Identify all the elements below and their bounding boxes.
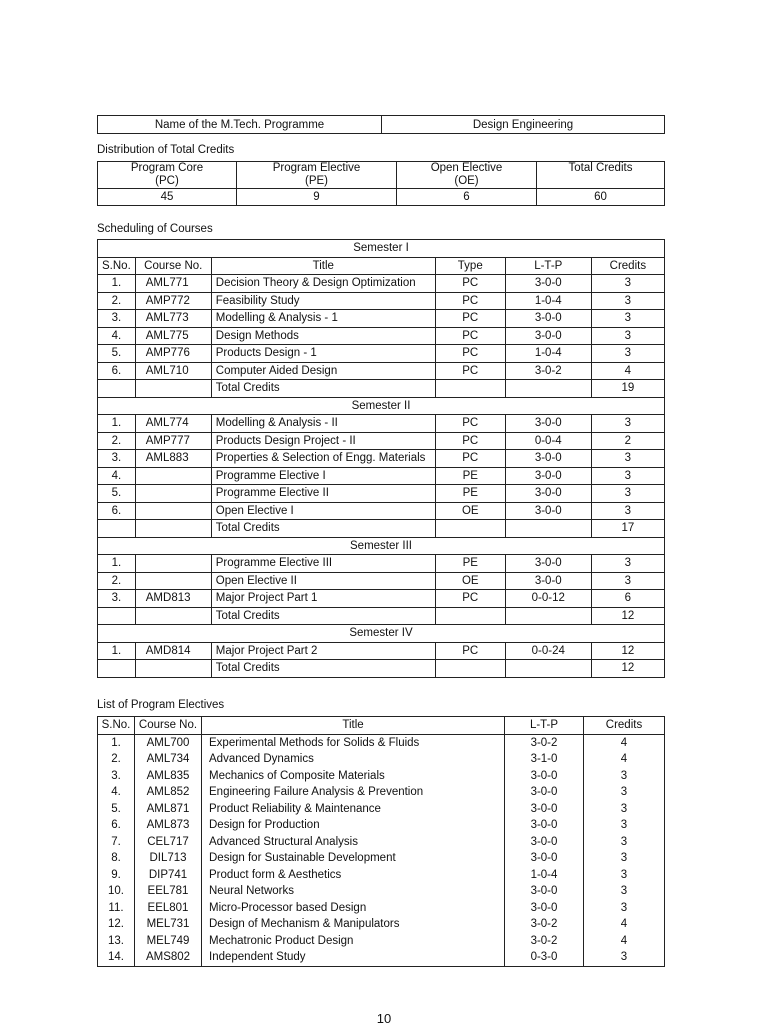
- empty-cell: [135, 660, 211, 678]
- table-cell: AMD814: [135, 642, 211, 660]
- table-row: [98, 572, 665, 590]
- table-cell: Open Elective I: [211, 502, 435, 520]
- table-cell: 3-0-0: [505, 502, 591, 520]
- table-cell: 3: [591, 275, 664, 293]
- empty-cell: [505, 380, 591, 398]
- table-row: [98, 275, 665, 293]
- table-cell: 3-0-0: [505, 485, 591, 503]
- programme-table: [97, 115, 665, 134]
- table-cell: AMD813: [135, 590, 211, 608]
- table-row: [98, 751, 665, 768]
- electives-title: List of Program Electives: [97, 699, 225, 711]
- table-row: [98, 415, 665, 433]
- table-cell: 3: [591, 415, 664, 433]
- table-cell: MEL749: [135, 933, 202, 950]
- table-cell: Programme Elective II: [211, 485, 435, 503]
- table-cell: AML710: [135, 362, 211, 380]
- table-cell: Design Methods: [211, 327, 435, 345]
- table-cell: 3-0-0: [505, 572, 591, 590]
- table-row: [98, 817, 665, 834]
- table-cell: PC: [435, 590, 505, 608]
- table-cell: PC: [435, 642, 505, 660]
- column-header: L-T-P: [505, 717, 584, 735]
- table-row: [98, 362, 665, 380]
- column-header: Course No.: [135, 717, 202, 735]
- table-cell: 1-0-4: [505, 867, 584, 884]
- table-cell: 4: [584, 734, 665, 751]
- table-cell: 4: [584, 933, 665, 950]
- table-cell: [135, 572, 211, 590]
- table-cell: 4: [591, 362, 664, 380]
- table-cell: Independent Study: [202, 949, 505, 966]
- table-row: [98, 292, 665, 310]
- table-row: [98, 900, 665, 917]
- table-cell: PC: [435, 432, 505, 450]
- table-cell: 2.: [98, 751, 135, 768]
- table-cell: 6.: [98, 362, 136, 380]
- table-cell: 2.: [98, 572, 136, 590]
- table-cell: PC: [435, 345, 505, 363]
- table-row: [98, 949, 665, 966]
- total-label: Total Credits: [211, 607, 435, 625]
- table-cell: 3-0-0: [505, 834, 584, 851]
- table-cell: 0-0-24: [505, 642, 591, 660]
- table-row: [98, 734, 665, 751]
- total-row: [98, 380, 665, 398]
- empty-cell: [505, 607, 591, 625]
- table-row: [98, 933, 665, 950]
- table-row: [98, 345, 665, 363]
- programme-label: Name of the M.Tech. Programme: [98, 116, 382, 134]
- semester-title: Semester IV: [98, 625, 665, 643]
- table-cell: 5.: [98, 485, 136, 503]
- table-row: [98, 467, 665, 485]
- header-line: Open Elective: [430, 162, 503, 174]
- table-cell: Computer Aided Design: [211, 362, 435, 380]
- table-cell: Programme Elective III: [211, 555, 435, 573]
- table-cell: Product form & Aesthetics: [202, 867, 505, 884]
- total-row: [98, 607, 665, 625]
- table-cell: Feasibility Study: [211, 292, 435, 310]
- table-cell: Advanced Dynamics: [202, 751, 505, 768]
- table-row: [98, 642, 665, 660]
- table-cell: 3-0-2: [505, 362, 591, 380]
- table-cell: Design for Sustainable Development: [202, 850, 505, 867]
- table-cell: 3.: [98, 590, 136, 608]
- table-cell: PC: [435, 415, 505, 433]
- credits-distribution-table: [97, 161, 665, 206]
- table-cell: Design of Mechanism & Manipulators: [202, 916, 505, 933]
- table-cell: PE: [435, 467, 505, 485]
- column-header: L-T-P: [505, 257, 591, 275]
- column-header: Credits: [591, 257, 664, 275]
- table-row: [98, 801, 665, 818]
- table-cell: Modelling & Analysis - II: [211, 415, 435, 433]
- header-line: (OE): [454, 175, 479, 187]
- header-line: (PC): [155, 175, 179, 187]
- total-row: [98, 660, 665, 678]
- empty-cell: [435, 520, 505, 538]
- empty-cell: [435, 660, 505, 678]
- table-cell: 3-0-0: [505, 784, 584, 801]
- table-cell: 3: [591, 450, 664, 468]
- table-cell: Mechanics of Composite Materials: [202, 768, 505, 785]
- column-header: Type: [435, 257, 505, 275]
- empty-cell: [135, 520, 211, 538]
- table-cell: Advanced Structural Analysis: [202, 834, 505, 851]
- table-cell: 3-1-0: [505, 751, 584, 768]
- empty-cell: [435, 607, 505, 625]
- table-cell: AML873: [135, 817, 202, 834]
- empty-cell: [505, 520, 591, 538]
- table-cell: PC: [435, 310, 505, 328]
- table-row: [98, 327, 665, 345]
- table-cell: 3: [584, 784, 665, 801]
- table-cell: 3: [591, 467, 664, 485]
- distribution-title: Distribution of Total Credits: [97, 144, 235, 156]
- empty-cell: [135, 607, 211, 625]
- table-cell: PC: [435, 275, 505, 293]
- table-cell: 8.: [98, 850, 135, 867]
- table-cell: 3: [584, 949, 665, 966]
- table-cell: 2.: [98, 292, 136, 310]
- table-row: [98, 883, 665, 900]
- empty-cell: [135, 380, 211, 398]
- empty-cell: [98, 380, 136, 398]
- table-cell: AML773: [135, 310, 211, 328]
- credits-header-total: [537, 162, 665, 189]
- table-row: [98, 768, 665, 785]
- semester-header-row: [98, 397, 665, 415]
- table-row: [98, 502, 665, 520]
- semester-title: Semester I: [98, 240, 665, 258]
- table-row: [98, 834, 665, 851]
- table-cell: [135, 502, 211, 520]
- table-cell: 3: [591, 345, 664, 363]
- table-cell: AML835: [135, 768, 202, 785]
- table-cell: 3-0-0: [505, 801, 584, 818]
- table-cell: AMP772: [135, 292, 211, 310]
- total-value: 12: [591, 607, 664, 625]
- table-cell: AMS802: [135, 949, 202, 966]
- table-cell: CEL717: [135, 834, 202, 851]
- table-cell: 4.: [98, 467, 136, 485]
- table-cell: Product Reliability & Maintenance: [202, 801, 505, 818]
- table-cell: 3-0-0: [505, 467, 591, 485]
- header-line: Program Elective: [272, 162, 361, 174]
- header-line: (PE): [305, 175, 328, 187]
- table-cell: Properties & Selection of Engg. Materials: [211, 450, 435, 468]
- table-cell: 1.: [98, 555, 136, 573]
- table-cell: EEL801: [135, 900, 202, 917]
- table-cell: 3: [584, 883, 665, 900]
- table-cell: Engineering Failure Analysis & Prevention: [202, 784, 505, 801]
- empty-cell: [435, 380, 505, 398]
- credits-value-oe: 6: [397, 189, 537, 206]
- table-cell: 3-0-0: [505, 817, 584, 834]
- table-cell: 3-0-0: [505, 275, 591, 293]
- table-cell: AML700: [135, 734, 202, 751]
- table-cell: 3.: [98, 450, 136, 468]
- table-cell: 3: [591, 502, 664, 520]
- table-cell: AML852: [135, 784, 202, 801]
- table-cell: 1.: [98, 642, 136, 660]
- table-cell: PE: [435, 485, 505, 503]
- table-cell: 5.: [98, 345, 136, 363]
- table-row: [98, 450, 665, 468]
- table-cell: Neural Networks: [202, 883, 505, 900]
- table-cell: 3-0-0: [505, 415, 591, 433]
- table-cell: 3.: [98, 310, 136, 328]
- total-value: 19: [591, 380, 664, 398]
- total-label: Total Credits: [211, 660, 435, 678]
- table-cell: AML871: [135, 801, 202, 818]
- table-row: [98, 784, 665, 801]
- table-row: [98, 310, 665, 328]
- table-cell: 2: [591, 432, 664, 450]
- column-header: S.No.: [98, 717, 135, 735]
- table-cell: EEL781: [135, 883, 202, 900]
- credits-header-oe: [397, 162, 537, 189]
- column-header-row: [98, 717, 665, 735]
- total-label: Total Credits: [211, 380, 435, 398]
- table-cell: AMP777: [135, 432, 211, 450]
- column-header: Title: [202, 717, 505, 735]
- page-number: 10: [376, 1011, 392, 1026]
- semester-header-row: [98, 537, 665, 555]
- table-cell: 12: [591, 642, 664, 660]
- table-cell: AML883: [135, 450, 211, 468]
- table-cell: 3-0-2: [505, 734, 584, 751]
- table-cell: 1.: [98, 734, 135, 751]
- table-cell: 3: [584, 817, 665, 834]
- empty-cell: [505, 660, 591, 678]
- table-cell: DIP741: [135, 867, 202, 884]
- total-label: Total Credits: [211, 520, 435, 538]
- table-cell: Micro-Processor based Design: [202, 900, 505, 917]
- column-header: S.No.: [98, 257, 136, 275]
- table-cell: 3: [584, 801, 665, 818]
- credits-value-total: 60: [537, 189, 665, 206]
- credits-header-pc: [98, 162, 237, 189]
- total-value: 12: [591, 660, 664, 678]
- total-row: [98, 520, 665, 538]
- table-row: [98, 867, 665, 884]
- table-row: [98, 916, 665, 933]
- credits-value-pe: 9: [237, 189, 397, 206]
- column-header: Course No.: [135, 257, 211, 275]
- total-value: 17: [591, 520, 664, 538]
- table-cell: Decision Theory & Design Optimization: [211, 275, 435, 293]
- table-cell: AML775: [135, 327, 211, 345]
- table-cell: 3: [591, 485, 664, 503]
- table-cell: 3: [591, 327, 664, 345]
- table-cell: 0-3-0: [505, 949, 584, 966]
- table-cell: PC: [435, 362, 505, 380]
- table-cell: 5.: [98, 801, 135, 818]
- table-cell: Design for Production: [202, 817, 505, 834]
- table-cell: OE: [435, 572, 505, 590]
- table-cell: Programme Elective I: [211, 467, 435, 485]
- programme-value: Design Engineering: [382, 116, 665, 134]
- table-cell: 1.: [98, 275, 136, 293]
- table-cell: 3-0-0: [505, 900, 584, 917]
- column-header: Title: [211, 257, 435, 275]
- table-cell: 3-0-0: [505, 768, 584, 785]
- table-cell: [135, 467, 211, 485]
- semester-header-row: [98, 240, 665, 258]
- empty-cell: [98, 660, 136, 678]
- table-cell: 11.: [98, 900, 135, 917]
- table-cell: 3-0-2: [505, 916, 584, 933]
- table-cell: 3-0-0: [505, 555, 591, 573]
- table-cell: 9.: [98, 867, 135, 884]
- table-cell: PC: [435, 327, 505, 345]
- table-cell: 3-0-0: [505, 850, 584, 867]
- table-cell: Experimental Methods for Solids & Fluids: [202, 734, 505, 751]
- table-cell: [135, 485, 211, 503]
- table-row: [98, 555, 665, 573]
- table-cell: 10.: [98, 883, 135, 900]
- table-cell: 3-0-0: [505, 327, 591, 345]
- credits-value-pc: 45: [98, 189, 237, 206]
- table-cell: 3: [584, 867, 665, 884]
- table-cell: 3: [584, 834, 665, 851]
- semester-header-row: [98, 625, 665, 643]
- table-cell: 4: [584, 916, 665, 933]
- table-cell: Open Elective II: [211, 572, 435, 590]
- table-cell: 1-0-4: [505, 292, 591, 310]
- table-cell: AML774: [135, 415, 211, 433]
- table-cell: AML734: [135, 751, 202, 768]
- table-cell: 2.: [98, 432, 136, 450]
- table-cell: 3: [584, 768, 665, 785]
- table-cell: Products Design Project - II: [211, 432, 435, 450]
- table-cell: 6: [591, 590, 664, 608]
- scheduling-table: [97, 239, 665, 678]
- table-cell: MEL731: [135, 916, 202, 933]
- table-cell: 1.: [98, 415, 136, 433]
- table-cell: Modelling & Analysis - 1: [211, 310, 435, 328]
- table-row: [98, 850, 665, 867]
- table-cell: 14.: [98, 949, 135, 966]
- table-cell: Products Design - 1: [211, 345, 435, 363]
- table-cell: [135, 555, 211, 573]
- table-cell: 7.: [98, 834, 135, 851]
- table-cell: 6.: [98, 817, 135, 834]
- table-cell: 3-0-0: [505, 450, 591, 468]
- table-cell: 3-0-0: [505, 310, 591, 328]
- table-cell: AML771: [135, 275, 211, 293]
- table-cell: 3: [584, 850, 665, 867]
- table-cell: 4.: [98, 327, 136, 345]
- table-cell: 3: [591, 555, 664, 573]
- table-cell: 3-0-2: [505, 933, 584, 950]
- empty-cell: [98, 607, 136, 625]
- table-cell: 3: [591, 572, 664, 590]
- table-cell: 3: [584, 900, 665, 917]
- credits-header-pe: [237, 162, 397, 189]
- table-row: [98, 485, 665, 503]
- table-cell: 0-0-12: [505, 590, 591, 608]
- table-cell: PE: [435, 555, 505, 573]
- semester-title: Semester II: [98, 397, 665, 415]
- table-cell: PC: [435, 450, 505, 468]
- table-row: [98, 432, 665, 450]
- table-cell: Major Project Part 2: [211, 642, 435, 660]
- header-line: Total Credits: [568, 162, 633, 174]
- table-row: [98, 590, 665, 608]
- electives-table: [97, 716, 665, 967]
- table-cell: 13.: [98, 933, 135, 950]
- scheduling-title: Scheduling of Courses: [97, 223, 213, 235]
- table-cell: 4: [584, 751, 665, 768]
- table-cell: 3.: [98, 768, 135, 785]
- semester-title: Semester III: [98, 537, 665, 555]
- table-cell: PC: [435, 292, 505, 310]
- column-header: Credits: [584, 717, 665, 735]
- table-cell: 12.: [98, 916, 135, 933]
- table-cell: 1-0-4: [505, 345, 591, 363]
- empty-cell: [98, 520, 136, 538]
- header-line: Program Core: [130, 162, 204, 174]
- table-cell: Mechatronic Product Design: [202, 933, 505, 950]
- table-cell: 3-0-0: [505, 883, 584, 900]
- column-header-row: [98, 257, 665, 275]
- table-cell: 3: [591, 310, 664, 328]
- table-cell: AMP776: [135, 345, 211, 363]
- table-cell: Major Project Part 1: [211, 590, 435, 608]
- table-cell: 6.: [98, 502, 136, 520]
- table-cell: DIL713: [135, 850, 202, 867]
- table-cell: 0-0-4: [505, 432, 591, 450]
- table-cell: 3: [591, 292, 664, 310]
- table-cell: 4.: [98, 784, 135, 801]
- table-cell: OE: [435, 502, 505, 520]
